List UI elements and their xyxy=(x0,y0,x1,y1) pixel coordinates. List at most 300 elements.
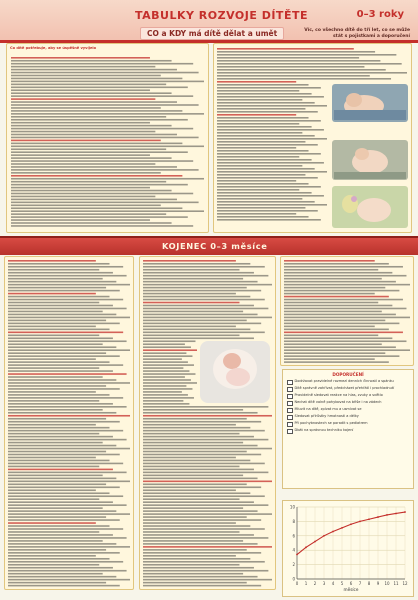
text-line xyxy=(284,269,378,271)
text-line xyxy=(284,263,389,265)
text-line xyxy=(8,498,99,500)
text-line xyxy=(11,172,161,174)
y-tick-label: 8 xyxy=(292,518,295,524)
text-line xyxy=(11,63,193,65)
text-line xyxy=(8,519,120,521)
text-line xyxy=(217,219,321,221)
text-line xyxy=(8,501,113,503)
top-left-panel xyxy=(6,43,209,233)
text-line xyxy=(8,445,116,447)
text-line xyxy=(8,558,110,560)
text-line xyxy=(143,403,189,405)
text-line xyxy=(8,522,96,524)
intro-label: Co dítě potřebuje, aby se úspěšně vyvíjelo xyxy=(10,46,97,50)
text-line xyxy=(143,272,254,274)
text-line xyxy=(143,439,268,441)
document-header xyxy=(0,0,418,43)
text-line xyxy=(143,400,183,402)
text-line xyxy=(284,278,382,280)
column-2-box xyxy=(139,256,276,590)
text-line xyxy=(8,552,120,554)
text-line xyxy=(8,561,123,563)
text-line xyxy=(8,376,103,378)
text-line xyxy=(143,406,268,408)
text-line xyxy=(8,311,103,313)
text-line xyxy=(284,326,375,328)
text-line xyxy=(8,382,130,384)
text-line xyxy=(8,489,96,491)
text-line xyxy=(143,305,254,307)
text-line xyxy=(143,555,236,557)
text-line xyxy=(8,326,96,328)
series-point xyxy=(359,521,361,523)
text-line xyxy=(143,466,239,468)
text-line xyxy=(11,98,155,100)
text-line xyxy=(8,281,116,283)
text-line xyxy=(8,492,110,494)
text-line xyxy=(143,293,236,295)
text-line xyxy=(8,567,113,569)
text-line xyxy=(11,116,166,118)
text-line xyxy=(11,81,204,83)
text-line xyxy=(11,193,193,195)
text-line xyxy=(11,104,199,106)
text-line xyxy=(143,472,268,474)
text-line xyxy=(217,147,296,149)
text-line xyxy=(8,391,96,393)
text-line xyxy=(143,421,261,423)
text-line xyxy=(217,111,318,113)
text-line xyxy=(143,367,183,369)
text-line xyxy=(11,89,150,91)
subtitle-banner: CO a KDY má dítě dělat a umět xyxy=(140,27,284,40)
text-line xyxy=(8,367,99,369)
text-line xyxy=(8,355,120,357)
text-line xyxy=(284,320,385,322)
text-line xyxy=(217,189,299,191)
y-tick-label: 0 xyxy=(292,576,295,582)
text-line xyxy=(143,412,258,414)
text-line xyxy=(11,107,161,109)
text-line xyxy=(143,540,243,542)
text-line xyxy=(11,190,172,192)
text-line xyxy=(8,329,110,331)
text-line xyxy=(143,528,265,530)
text-line xyxy=(8,463,123,465)
text-line xyxy=(8,504,127,506)
text-line xyxy=(8,340,127,342)
text-line xyxy=(143,266,265,268)
text-line xyxy=(143,582,247,584)
text-line xyxy=(217,84,309,86)
document-title: TABULKY ROZVOJE DÍTĚTE xyxy=(135,9,308,22)
text-line xyxy=(11,166,177,168)
text-line xyxy=(11,134,177,136)
text-line xyxy=(217,99,302,101)
x-tick-label: 10 xyxy=(384,581,390,586)
text-line xyxy=(284,302,378,304)
text-line xyxy=(8,531,99,533)
x-tick-label: 4 xyxy=(331,581,335,586)
text-line xyxy=(8,299,123,301)
text-line xyxy=(11,205,161,207)
x-tick-label: 3 xyxy=(322,581,326,586)
text-line xyxy=(143,352,186,354)
text-line xyxy=(284,299,403,301)
text-line xyxy=(8,409,103,411)
text-line xyxy=(217,51,375,53)
text-line xyxy=(8,346,116,348)
text-line xyxy=(11,207,182,209)
text-line xyxy=(217,141,305,143)
text-line xyxy=(8,495,123,497)
x-tick-label: 11 xyxy=(393,581,399,586)
text-line xyxy=(8,537,127,539)
checkbox-icon xyxy=(287,394,293,400)
text-line xyxy=(284,305,392,307)
checklist-item xyxy=(287,407,409,413)
text-line xyxy=(8,287,106,289)
text-line xyxy=(11,163,155,165)
text-line xyxy=(8,576,116,578)
age-range-label: 0–3 roky xyxy=(356,9,404,20)
text-line xyxy=(11,160,193,162)
text-line xyxy=(11,216,188,218)
text-line xyxy=(217,153,321,155)
text-line xyxy=(143,457,236,459)
text-line xyxy=(217,129,324,131)
text-line xyxy=(11,87,188,89)
text-line xyxy=(284,343,382,345)
x-tick-label: 7 xyxy=(358,581,362,586)
text-line xyxy=(11,181,166,183)
growth-chart-svg xyxy=(283,501,413,596)
text-line xyxy=(284,281,396,283)
text-line xyxy=(8,534,113,536)
text-line xyxy=(143,302,239,304)
text-line xyxy=(8,585,120,587)
text-line xyxy=(8,400,99,402)
header-tagline: Víc, co všechno dítě do tří let, co se může stát s pojistkami a doporučení xyxy=(304,28,410,39)
text-line xyxy=(217,87,321,89)
text-line xyxy=(143,534,254,536)
text-line xyxy=(143,358,182,360)
x-tick-label: 9 xyxy=(376,581,380,586)
text-line xyxy=(8,549,106,551)
text-line xyxy=(8,266,123,268)
text-line xyxy=(8,418,106,420)
text-line xyxy=(143,448,272,450)
series-point xyxy=(377,516,379,518)
section-band xyxy=(0,236,418,255)
text-line xyxy=(143,561,265,563)
text-line xyxy=(217,93,312,95)
text-line xyxy=(8,406,127,408)
text-line xyxy=(8,302,99,304)
checkbox-icon xyxy=(287,408,293,414)
text-line xyxy=(217,69,386,71)
series-point xyxy=(314,541,316,543)
text-line xyxy=(8,275,127,277)
text-line xyxy=(217,207,305,209)
y-tick-label: 2 xyxy=(292,562,295,568)
text-line xyxy=(11,225,193,227)
y-tick-label: 4 xyxy=(292,547,295,553)
x-tick-label: 5 xyxy=(340,581,344,586)
text-line xyxy=(11,75,161,77)
text-line xyxy=(284,311,382,313)
checklist-item-text: Pravidelně sledovat reakce na hlas, zvuky a světlo xyxy=(294,393,383,397)
text-line xyxy=(143,492,250,494)
checkbox-icon xyxy=(287,429,293,435)
text-line xyxy=(11,72,199,74)
text-line xyxy=(11,154,150,156)
text-line xyxy=(8,436,113,438)
text-line xyxy=(143,478,258,480)
text-line xyxy=(8,448,130,450)
text-line xyxy=(143,364,194,366)
column-3-text xyxy=(281,257,413,365)
text-line xyxy=(143,287,247,289)
checklist-item xyxy=(287,428,409,434)
text-line xyxy=(143,564,239,566)
text-line xyxy=(8,516,106,518)
text-line xyxy=(143,576,258,578)
text-line xyxy=(8,284,130,286)
checklist-items xyxy=(283,379,413,434)
text-line xyxy=(284,266,403,268)
text-line xyxy=(143,498,239,500)
text-line xyxy=(8,305,113,307)
y-tick-label: 10 xyxy=(289,504,295,510)
text-line xyxy=(8,260,96,262)
text-line xyxy=(143,531,239,533)
text-line xyxy=(143,546,272,548)
text-line xyxy=(11,110,182,112)
text-line xyxy=(143,373,195,375)
text-line xyxy=(143,463,265,465)
text-line xyxy=(8,370,113,372)
text-line xyxy=(284,293,375,295)
checkbox-icon xyxy=(287,401,293,407)
text-line xyxy=(143,510,258,512)
text-line xyxy=(217,201,315,203)
text-line xyxy=(8,335,99,337)
text-line xyxy=(284,296,389,298)
column-1-box xyxy=(4,256,134,590)
x-axis-label: měsíce xyxy=(343,587,359,592)
text-line xyxy=(8,317,130,319)
text-line xyxy=(143,290,261,292)
text-line xyxy=(217,177,318,179)
text-line xyxy=(8,361,110,363)
text-line xyxy=(11,113,204,115)
text-line xyxy=(143,537,268,539)
text-line xyxy=(8,433,99,435)
text-line xyxy=(143,394,188,396)
text-line xyxy=(143,379,191,381)
baby-photo-mid xyxy=(200,341,270,403)
text-line xyxy=(143,382,197,384)
text-line xyxy=(11,57,150,59)
text-line xyxy=(11,169,199,171)
text-line xyxy=(8,484,106,486)
text-line xyxy=(11,137,199,139)
checklist-item-text: Sledovat přírůstky hmotnosti a délky xyxy=(294,414,359,418)
text-line xyxy=(143,585,261,587)
checklist-item-text: Při pochybnostech se poradit s pediatrem xyxy=(294,421,368,425)
series-point xyxy=(305,546,307,548)
text-line xyxy=(143,340,195,342)
text-line xyxy=(217,213,296,215)
checklist-item-text: Mluvit na dítě, zpívat mu a usmívat se xyxy=(294,407,362,411)
checklist-title: DOPORUČENÍ xyxy=(332,372,364,377)
text-line xyxy=(217,156,299,158)
text-line xyxy=(217,54,396,56)
text-line xyxy=(8,579,130,581)
text-line xyxy=(217,144,318,146)
text-line xyxy=(143,346,191,348)
text-line xyxy=(11,128,193,130)
text-line xyxy=(11,131,155,133)
text-line xyxy=(8,475,103,477)
text-line xyxy=(8,349,130,351)
text-line xyxy=(284,314,396,316)
text-line xyxy=(8,457,96,459)
text-line xyxy=(217,120,321,122)
text-line xyxy=(143,323,261,325)
text-line xyxy=(11,175,182,177)
series-point xyxy=(332,531,334,533)
text-line xyxy=(217,48,354,50)
text-line xyxy=(8,513,130,515)
text-line xyxy=(143,516,247,518)
text-line xyxy=(11,199,177,201)
text-line xyxy=(11,148,166,150)
text-line xyxy=(143,263,250,265)
text-line xyxy=(143,427,250,429)
text-line xyxy=(217,135,315,137)
text-line xyxy=(11,146,204,148)
text-line xyxy=(284,275,406,277)
top-right-content xyxy=(214,44,411,232)
text-line xyxy=(11,213,166,215)
text-line xyxy=(8,314,116,316)
text-line xyxy=(143,260,236,262)
text-line xyxy=(11,202,199,204)
intro-paragraph xyxy=(7,44,208,51)
text-line xyxy=(217,96,324,98)
text-line xyxy=(8,296,110,298)
text-line xyxy=(11,92,172,94)
text-line xyxy=(8,439,127,441)
text-line xyxy=(8,397,123,399)
text-line xyxy=(217,171,327,173)
text-line xyxy=(11,196,155,198)
x-tick-label: 12 xyxy=(402,581,408,586)
text-line xyxy=(217,195,324,197)
text-line xyxy=(8,525,110,527)
text-line xyxy=(8,421,120,423)
x-tick-label: 8 xyxy=(367,581,371,586)
text-line xyxy=(143,469,254,471)
text-line xyxy=(143,501,254,503)
series-point xyxy=(386,514,388,516)
growth-chart xyxy=(282,500,414,597)
series-point xyxy=(404,511,406,513)
text-line xyxy=(284,349,410,351)
text-line xyxy=(8,510,116,512)
checkbox-icon xyxy=(287,387,293,393)
text-line xyxy=(8,564,99,566)
text-line xyxy=(143,376,185,378)
text-line xyxy=(11,151,188,153)
checkbox-icon xyxy=(287,415,293,421)
text-line xyxy=(217,180,296,182)
text-line xyxy=(11,184,188,186)
text-line xyxy=(143,543,258,545)
text-line xyxy=(8,570,127,572)
text-line xyxy=(217,108,305,110)
baby-photo-top-3 xyxy=(332,186,408,228)
column-2 xyxy=(139,256,276,590)
text-line xyxy=(217,57,359,59)
x-tick-label: 0 xyxy=(295,581,299,586)
text-line xyxy=(143,409,243,411)
text-line xyxy=(284,337,392,339)
text-line xyxy=(143,269,239,271)
series-point xyxy=(341,527,343,529)
text-line xyxy=(143,573,243,575)
text-line xyxy=(11,122,150,124)
text-line xyxy=(143,460,250,462)
text-line xyxy=(8,358,96,360)
text-line xyxy=(8,388,120,390)
checklist-item xyxy=(287,393,409,399)
text-line xyxy=(143,314,258,316)
text-line xyxy=(143,335,239,337)
text-line xyxy=(8,546,130,548)
text-line xyxy=(8,379,116,381)
text-line xyxy=(284,317,410,319)
text-line xyxy=(217,117,309,119)
checklist-item xyxy=(287,414,409,420)
text-line xyxy=(8,412,116,414)
text-line xyxy=(217,72,407,74)
text-line xyxy=(143,317,272,319)
column-1 xyxy=(4,256,134,590)
text-line xyxy=(217,78,391,80)
column-1-text xyxy=(5,257,133,589)
text-line xyxy=(8,320,106,322)
recommendation-checklist xyxy=(282,369,414,489)
text-line xyxy=(143,275,268,277)
text-line xyxy=(143,445,258,447)
top-right-panel xyxy=(213,43,412,233)
text-line xyxy=(8,352,106,354)
text-line xyxy=(8,478,116,480)
text-line xyxy=(143,320,247,322)
series-point xyxy=(323,535,325,537)
text-line xyxy=(284,346,396,348)
checklist-item-text: Nechat dítě volně pohybovat na břiše i na zádech xyxy=(294,400,382,404)
text-line xyxy=(217,168,315,170)
text-line xyxy=(143,454,261,456)
text-line xyxy=(143,475,243,477)
text-line xyxy=(11,222,172,224)
text-line xyxy=(217,192,312,194)
column-3-box xyxy=(280,256,414,366)
